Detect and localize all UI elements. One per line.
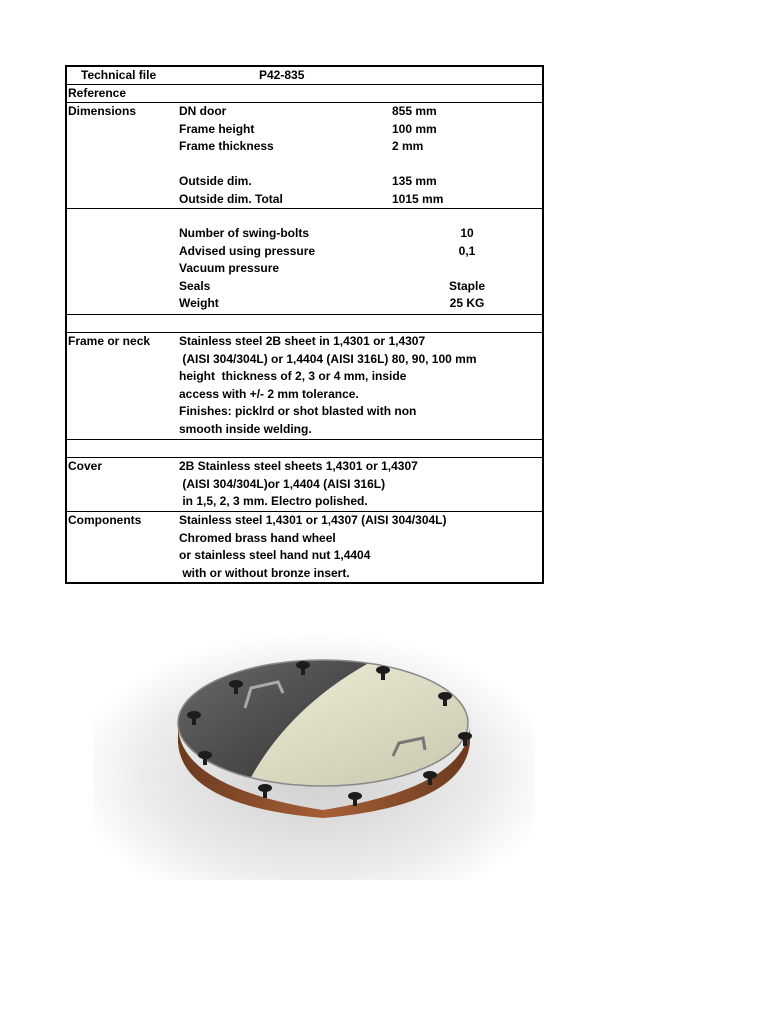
reference-label: Reference: [68, 86, 127, 100]
frame-text: height thickness of 2, 3 or 4 mm, inside: [179, 369, 407, 384]
frame-line: [67, 333, 542, 351]
frame-section: [67, 333, 542, 440]
components-line: [67, 530, 542, 548]
empty-row: [67, 315, 542, 333]
frame-text: Stainless steel 2B sheet in 1,4301 or 1,4307: [179, 334, 426, 348]
spec-value: 10: [460, 226, 474, 240]
components-text: Stainless steel 1,4301 or 1,4307 (AISI 304/304L): [179, 513, 447, 527]
dimension-row: [67, 173, 542, 191]
components-line: [67, 565, 542, 583]
spec-row: [67, 260, 542, 278]
spec-name: Seals: [179, 278, 211, 293]
spec-row: [67, 225, 542, 243]
dimension-value: 100 mm: [392, 121, 437, 136]
frame-text: access with +/- 2 mm tolerance.: [179, 386, 359, 401]
dimension-value: 1015 mm: [392, 191, 444, 206]
cover-label: Cover: [68, 459, 103, 473]
frame-line: [67, 368, 542, 386]
frame-line: [67, 421, 542, 439]
spec-name: Weight: [179, 296, 219, 311]
spacer: [67, 156, 542, 174]
dimension-value: 855 mm: [392, 104, 437, 118]
cover-text: in 1,5, 2, 3 mm. Electro polished.: [179, 494, 368, 509]
dimension-row: [67, 121, 542, 139]
dimension-name: Frame thickness: [179, 139, 274, 154]
cover-line: [67, 458, 542, 476]
dimension-row: [67, 103, 542, 121]
header-label: Technical file: [81, 68, 157, 82]
cover-section: [67, 458, 542, 512]
frame-text: smooth inside welding.: [179, 421, 312, 436]
frame-line: [67, 403, 542, 421]
cover-line: [67, 476, 542, 494]
spec-row: [67, 278, 542, 296]
cover-line: [67, 493, 542, 511]
frame-text: Finishes: picklrd or shot blasted with non: [179, 404, 417, 419]
frame-text: (AISI 304/304L) or 1,4404 (AISI 316L) 80, 90, 100 mm: [179, 351, 477, 366]
dimension-row: [67, 138, 542, 156]
spec-row: [67, 295, 542, 313]
components-line: [67, 547, 542, 565]
spec-value: Staple: [448, 278, 485, 293]
dimensions-label: Dimensions: [68, 104, 137, 118]
components-text: or stainless steel hand nut 1,4404: [179, 548, 371, 563]
technical-sheet-table: [65, 65, 544, 584]
header-row: [67, 67, 542, 85]
dimension-name: Outside dim.: [179, 174, 252, 189]
dimension-name: Frame height: [179, 121, 255, 136]
dimension-name: Outside dim. Total: [179, 191, 283, 206]
spec-name: Advised using pressure: [179, 243, 316, 258]
dimension-value: 2 mm: [392, 139, 424, 154]
spec-name: Vacuum pressure: [179, 261, 280, 276]
spec-value: 25 KG: [449, 296, 485, 311]
empty-row: [67, 440, 542, 458]
components-text: Chromed brass hand wheel: [179, 530, 336, 545]
reference-row: [67, 85, 542, 103]
file-number: P42-835: [259, 68, 305, 82]
cover-text: 2B Stainless steel sheets 1,4301 or 1,4307: [179, 459, 418, 473]
components-text: with or without bronze insert.: [179, 565, 350, 580]
dimensions-section: [67, 103, 542, 209]
components-label: Components: [68, 513, 142, 527]
components-line: [67, 512, 542, 530]
dimension-row: [67, 191, 542, 209]
frame-line: [67, 351, 542, 369]
spec-name: Number of swing-bolts: [179, 226, 309, 240]
spec-row: [67, 243, 542, 261]
components-section: [67, 512, 542, 582]
dimension-value: 135 mm: [392, 174, 437, 189]
specs-section: [67, 209, 542, 315]
manhole-door-render: [93, 618, 535, 880]
frame-line: [67, 386, 542, 404]
frame-label: Frame or neck: [68, 334, 151, 348]
spec-value: 0,1: [458, 243, 476, 258]
cover-text: (AISI 304/304L)or 1,4404 (AISI 316L): [179, 476, 386, 491]
dimension-name: DN door: [179, 104, 227, 118]
